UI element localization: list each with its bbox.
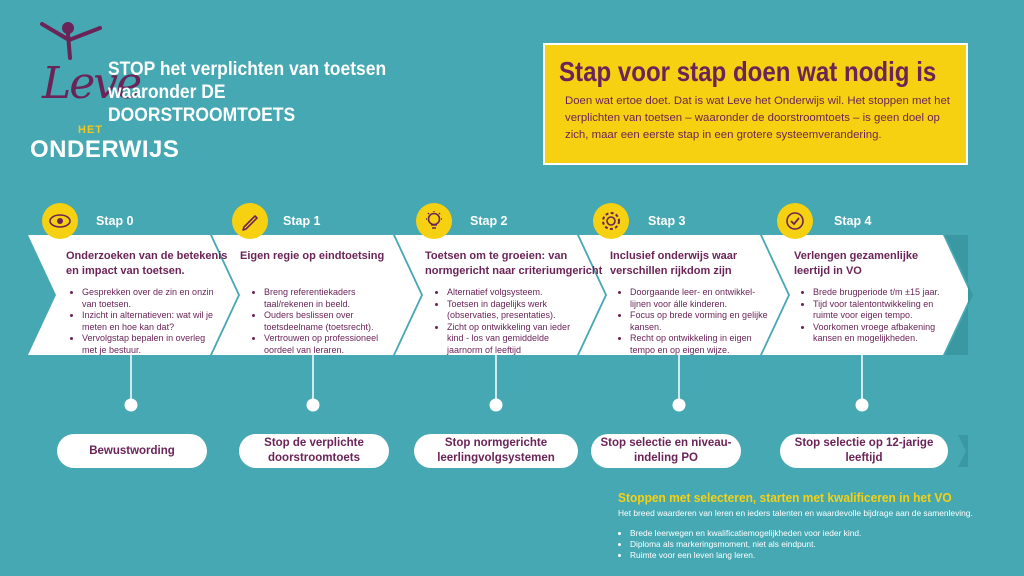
page-title-line2: waaronder DE DOORSTROOMTOETS [108, 82, 296, 126]
step-1-label: Stap 1 [283, 214, 321, 228]
list-item: • Recht op ontwikkeling in eigen tempo en op eigen wijze. [630, 333, 768, 356]
eye-icon [42, 203, 78, 239]
step-1-list [252, 287, 394, 356]
list-item: • Breng referentiekaders taal/rekenen in beeld. [264, 287, 394, 310]
step-3-outcome: Stop selectie en niveau-indeling PO [591, 434, 741, 468]
edge-chevron-bottom [958, 435, 968, 467]
connector-dot [490, 399, 503, 412]
step-0-title-line2: en impact van toetsen. [66, 265, 185, 277]
logo-het-text: HET [78, 124, 103, 136]
list-item: • Vervolgstap bepalen in overleg met je bestuur. [82, 333, 222, 356]
step-4-title [794, 249, 918, 279]
step-3-title [610, 249, 737, 279]
step-0-title [66, 249, 227, 279]
check-circle-icon [777, 203, 813, 239]
logo-onderwijs-text: ONDERWIJS [30, 136, 180, 163]
list-item: • Alternatief volgsysteem. [447, 287, 585, 299]
connector-dot [125, 399, 138, 412]
list-item: • Gesprekken over de zin en onzin van toetsen. [82, 287, 222, 310]
step-0-outcome: Bewustwording [57, 434, 207, 468]
logo-script-text: Leve [42, 58, 141, 109]
step-3-title-line1: Inclusief onderwijs waar [610, 250, 738, 262]
list-item: • Diploma als markeringsmoment, niet als eindpunt. [630, 539, 861, 550]
step-1-title [240, 249, 384, 264]
list-item: • Focus op brede vorming en gelijke kansen. [630, 310, 768, 333]
step-2-list [435, 287, 585, 356]
step-3-label: Stap 3 [648, 214, 686, 228]
list-item: • Brede brugperiode t/m ±15 jaar. [813, 287, 953, 299]
list-item: • Ruimte voor een leven lang leren. [630, 550, 861, 561]
list-item: • Tijd voor talentontwikkeling en ruimte voor eigen tempo. [813, 299, 953, 322]
gear-icon [593, 203, 629, 239]
list-item: • Doorgaande leer- en ontwikkel-lijnen voor álle kinderen. [630, 287, 768, 310]
list-item: • Brede leerwegen en kwalificatiemogelijkheden voor ieder kind. [630, 528, 861, 539]
step-4-outcome: Stop selectie op 12-jarige leeftijd [780, 434, 948, 468]
list-item: • Zicht op ontwikkeling van ieder kind - los van gemiddelde jaarnorm of leeftijd [447, 322, 585, 357]
bottom-subtitle: Het breed waarderen van leren en ieders talenten en waardevolle bijdrage aan de samenleving. [618, 508, 973, 518]
list-item: • Toetsen in dagelijks werk (observaties, presentaties). [447, 299, 585, 322]
step-4-list [801, 287, 953, 345]
step-1-outcome: Stop de verplichte doorstroomtoets [239, 434, 389, 468]
connector-dot [856, 399, 869, 412]
step-1-title-line1: Eigen regie op eindtoetsing [240, 250, 385, 262]
step-0-list [70, 287, 222, 356]
step-0-title-line1: Onderzoeken van de betekenis [66, 250, 228, 262]
bottom-list [618, 528, 861, 561]
list-item: • Ouders beslissen over toetsdeelname (toetsrecht). [264, 310, 394, 333]
step-4-label: Stap 4 [834, 214, 872, 228]
step-2-label: Stap 2 [470, 214, 508, 228]
intro-text: Doen wat ertoe doet. Dat is wat Leve het Onderwijs wil. Het stoppen met het verplichten van toetsen – waaronder de doorstroomtoets – is geen doel op zich, maar een eerste stap in een grotere systeemverandering. [565, 95, 950, 141]
connector-dot [673, 399, 686, 412]
list-item: • Vertrouwen op professioneel oordeel van leraren. [264, 333, 394, 356]
page-title-line1: STOP het verplichten van toetsen [108, 59, 387, 80]
list-item: • Voorkomen vroege afbakening kansen en mogelijkheden. [813, 322, 953, 345]
step-3-title-line2: verschillen rijkdom zijn [610, 265, 732, 277]
step-2-title [425, 249, 602, 279]
step-2-outcome: Stop normgerichte leerlingvolgsystemen [414, 434, 578, 468]
bottom-title: Stoppen met selecteren, starten met kwalificeren in het VO [618, 490, 952, 505]
step-4-title-line2: leertijd in VO [794, 265, 862, 277]
step-3-list [618, 287, 768, 356]
step-2-title-line2: normgericht naar criteriumgericht [425, 265, 603, 277]
connector-dot [307, 399, 320, 412]
step-4-title-line1: Verlengen gezamenlijke [794, 250, 919, 262]
intro-heading: Stap voor stap doen wat nodig is [559, 56, 937, 87]
step-2-title-line1: Toetsen om te groeien: van [425, 250, 568, 262]
list-item: • Inzicht in alternatieven: wat wil je meten en hoe kan dat? [82, 310, 222, 333]
lightbulb-icon [416, 203, 452, 239]
step-0-label: Stap 0 [96, 214, 134, 228]
pencil-icon [232, 203, 268, 239]
